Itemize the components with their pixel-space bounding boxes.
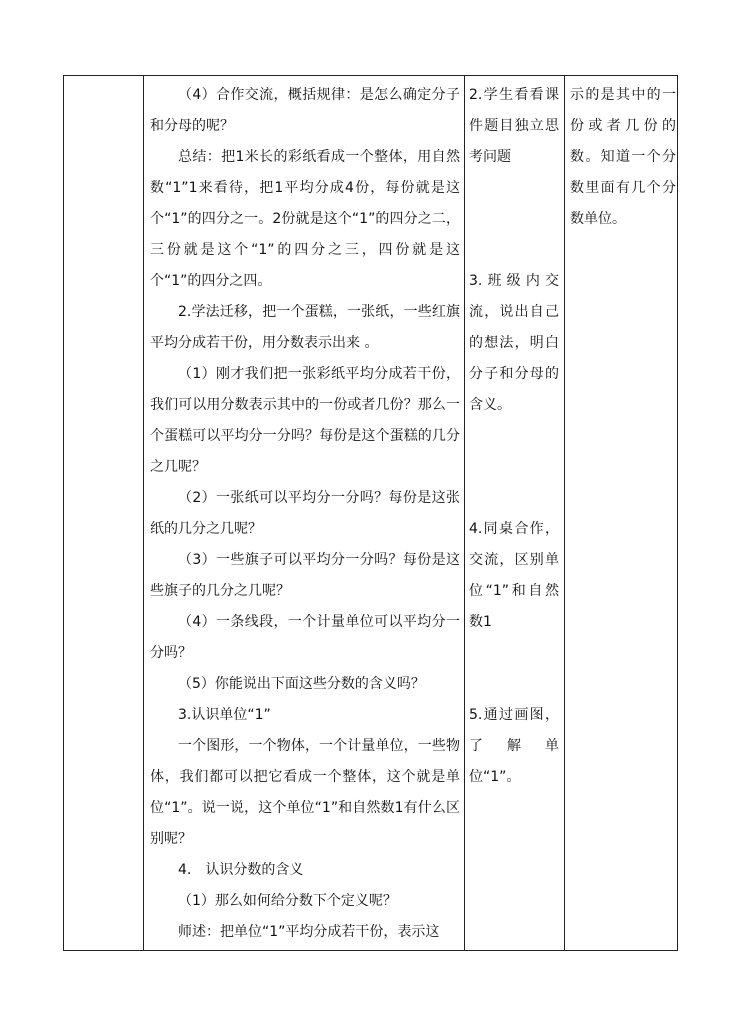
student-activity-5: 5.通过画图，了解单位“1”。: [469, 707, 559, 785]
paragraph-question-5: （5）你能说出下面这些分数的含义吗？: [178, 676, 425, 692]
paragraph-fraction-meaning-heading: 4. 认识分数的含义: [178, 862, 304, 878]
paragraph-definition-question: （1）那么如何给分数下个定义呢？: [178, 893, 397, 909]
student-activity-2: 2.学生看看课件题目独立思考问题: [469, 87, 559, 165]
paragraph-question-1: （1）刚才我们把一张彩纸平均分成若干份，我们可以用分数表示其中的一份或者几份？那么一个蛋糕可以平均分一分吗？每份是这个蛋糕的几分之几呢？: [150, 366, 460, 475]
paragraph-question-2: （2）一张纸可以平均分一分吗？每份是这张纸的几分之几呢？: [150, 490, 460, 537]
design-intent-text: 示的是其中的一份或者几份的数。知道一个分数里面有几个分数单位。: [570, 87, 676, 227]
teaching-process-column: [150, 76, 460, 950]
student-activity-4: 4.同桌合作，交流，区别单位“1”和自然数1: [469, 521, 559, 630]
paragraph-question-3: （3）一些旗子可以平均分一分吗？每份是这些旗子的几分之几呢？: [150, 552, 460, 599]
column-divider-2: [464, 76, 465, 950]
column-divider-3: [564, 76, 565, 950]
paragraph-transfer: 2.学法迁移，把一个蛋糕，一张纸，一些红旗平均分成若干份，用分数表示出来 。: [150, 304, 460, 351]
student-activity-column: [469, 76, 559, 950]
paragraph-question-4: （4）一条线段，一个计量单位可以平均分一分吗？: [150, 614, 460, 661]
paragraph-summary: 总结：把1米长的彩纸看成一个整体，用自然数“1”1来看待，把1平均分成4份，每份就是这个“1”的四分之一。2份就是这个“1”的四分之二，三份就是这个“1”的四分之三，四份就是这个“1”的四分之四。: [150, 149, 460, 289]
design-intent-column: [570, 76, 676, 950]
student-activity-3: 3.班级内交流，说出自己的想法，明白分子和分母的含义。: [469, 273, 559, 413]
paragraph-teacher-statement: 师述：把单位“1”平均分成若干份，表示这: [178, 924, 440, 940]
paragraph-unit-one-heading: 3.认识单位“1”: [178, 707, 271, 723]
paragraph-cooperation: （4）合作交流，概括规律：是怎么确定分子和分母的呢？: [150, 87, 460, 134]
column-divider-1: [143, 76, 144, 950]
lesson-table: [63, 75, 678, 951]
paragraph-unit-one: 一个图形，一个物体，一个计量单位，一些物体，我们都可以把它看成一个整体，这个就是单位“1”。说一说，这个单位“1”和自然数1有什么区别呢？: [150, 738, 460, 847]
